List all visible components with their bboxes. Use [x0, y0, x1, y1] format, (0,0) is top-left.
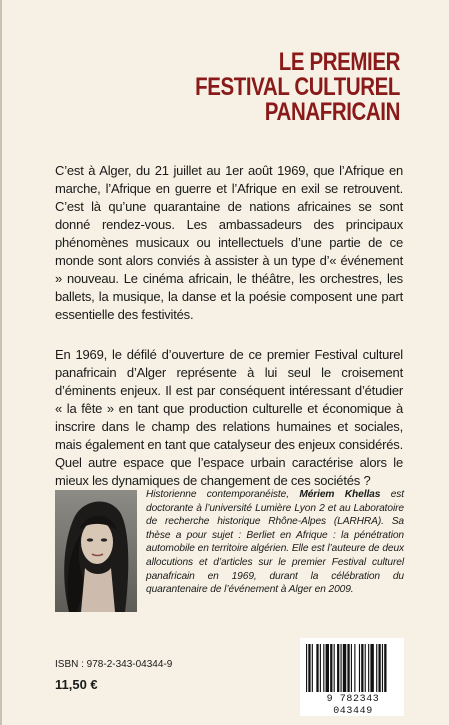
barcode-bar: [376, 644, 377, 692]
author-portrait-image: [55, 490, 137, 612]
barcode-bar: [326, 644, 329, 692]
bio-publications: Elle est l’auteure de deux allocutions et d’articles sur le premier Festival culturel panafricain en 1969, durant la célébration du quarantenaire de l’événement à Alger en 2009.: [146, 543, 405, 596]
bio-thesis: est doctorante à l’université Lumière Lyon 2 et au Laboratoire de recherche historique Rhône-Alpes (LARHRA). Sa thèse a pour sujet : Berliet en Afrique : la pénétration automobile en territoire algérien.: [146, 489, 404, 555]
barcode-bar: [320, 644, 321, 692]
barcode-bar: [370, 644, 373, 692]
author-photo: [55, 490, 137, 612]
author-name: Mériem Khellas: [299, 489, 381, 500]
barcode-bar: [312, 644, 313, 692]
barcode-bar: [334, 644, 335, 692]
barcode-bar: [359, 644, 360, 692]
barcode-bar: [378, 644, 380, 692]
price: 11,50 €: [55, 677, 98, 692]
title-line-3: PANAFRICAIN: [264, 98, 400, 126]
barcode-bar: [337, 644, 339, 692]
book-title: [187, 50, 400, 125]
barcode-bar: [343, 644, 346, 692]
barcode-bar: [306, 644, 307, 692]
barcode-bars: [300, 638, 404, 694]
barcode-bar: [323, 644, 324, 692]
bio-intro: Historienne contemporanéiste,: [146, 489, 300, 500]
barcode-bar: [354, 644, 355, 692]
barcode-bar: [365, 644, 366, 692]
barcode-bar: [382, 644, 383, 692]
barcode-bar: [316, 644, 318, 692]
barcode-bar: [368, 644, 369, 692]
barcode-bar: [330, 644, 332, 692]
blurb-paragraph-1: C’est à Alger, du 21 juillet au 1er août 1969, que l’Afrique en marche, l’Afrique en guerre et l’Afrique en exil se retrouvent. C’est là qu’une quarantaine de nations africaines se sont donné rendez-vous. Les ambassadeurs des principaux phénomènes musicaux ou intellectuels d’une partie de ce monde sont alors conviés à assister à un type d’« événement » nouveau. Le cinéma africain, le théâtre, les orchestres, les ballets, la musique, la danse et la poésie composent une part essentielle des festivités.: [55, 163, 403, 322]
barcode-bar: [384, 644, 386, 692]
barcode-bar: [347, 644, 349, 692]
blurb-paragraph-2: En 1969, le défilé d’ouverture de ce premier Festival culturel panafricain d’Alger représente à lui seul le croisement d’éminents enjeux. Il est par conséquent intéressant d’étudier « la fête » en tant que production culturelle et économique à inscrire dans le champ des relations humaines et sociales, mais également en tant que catalyseur des enjeux considérés. Quel autre espace que l’espace urbain caractérise alors le mieux les dynamiques de changement de ces sociétés ?: [55, 347, 403, 488]
barcode-digits: 9 782343 043449: [326, 694, 380, 717]
isbn: ISBN : 978-2-343-04344-9: [55, 659, 173, 670]
title-line-2: FESTIVAL CULTUREL: [195, 73, 400, 101]
barcode-bar: [361, 644, 363, 692]
author-bio: [146, 488, 404, 597]
barcode-bar: [308, 644, 310, 692]
title-line-1: LE PREMIER: [278, 48, 400, 76]
barcode-bar: [341, 644, 342, 692]
barcode-bar: [351, 644, 352, 692]
